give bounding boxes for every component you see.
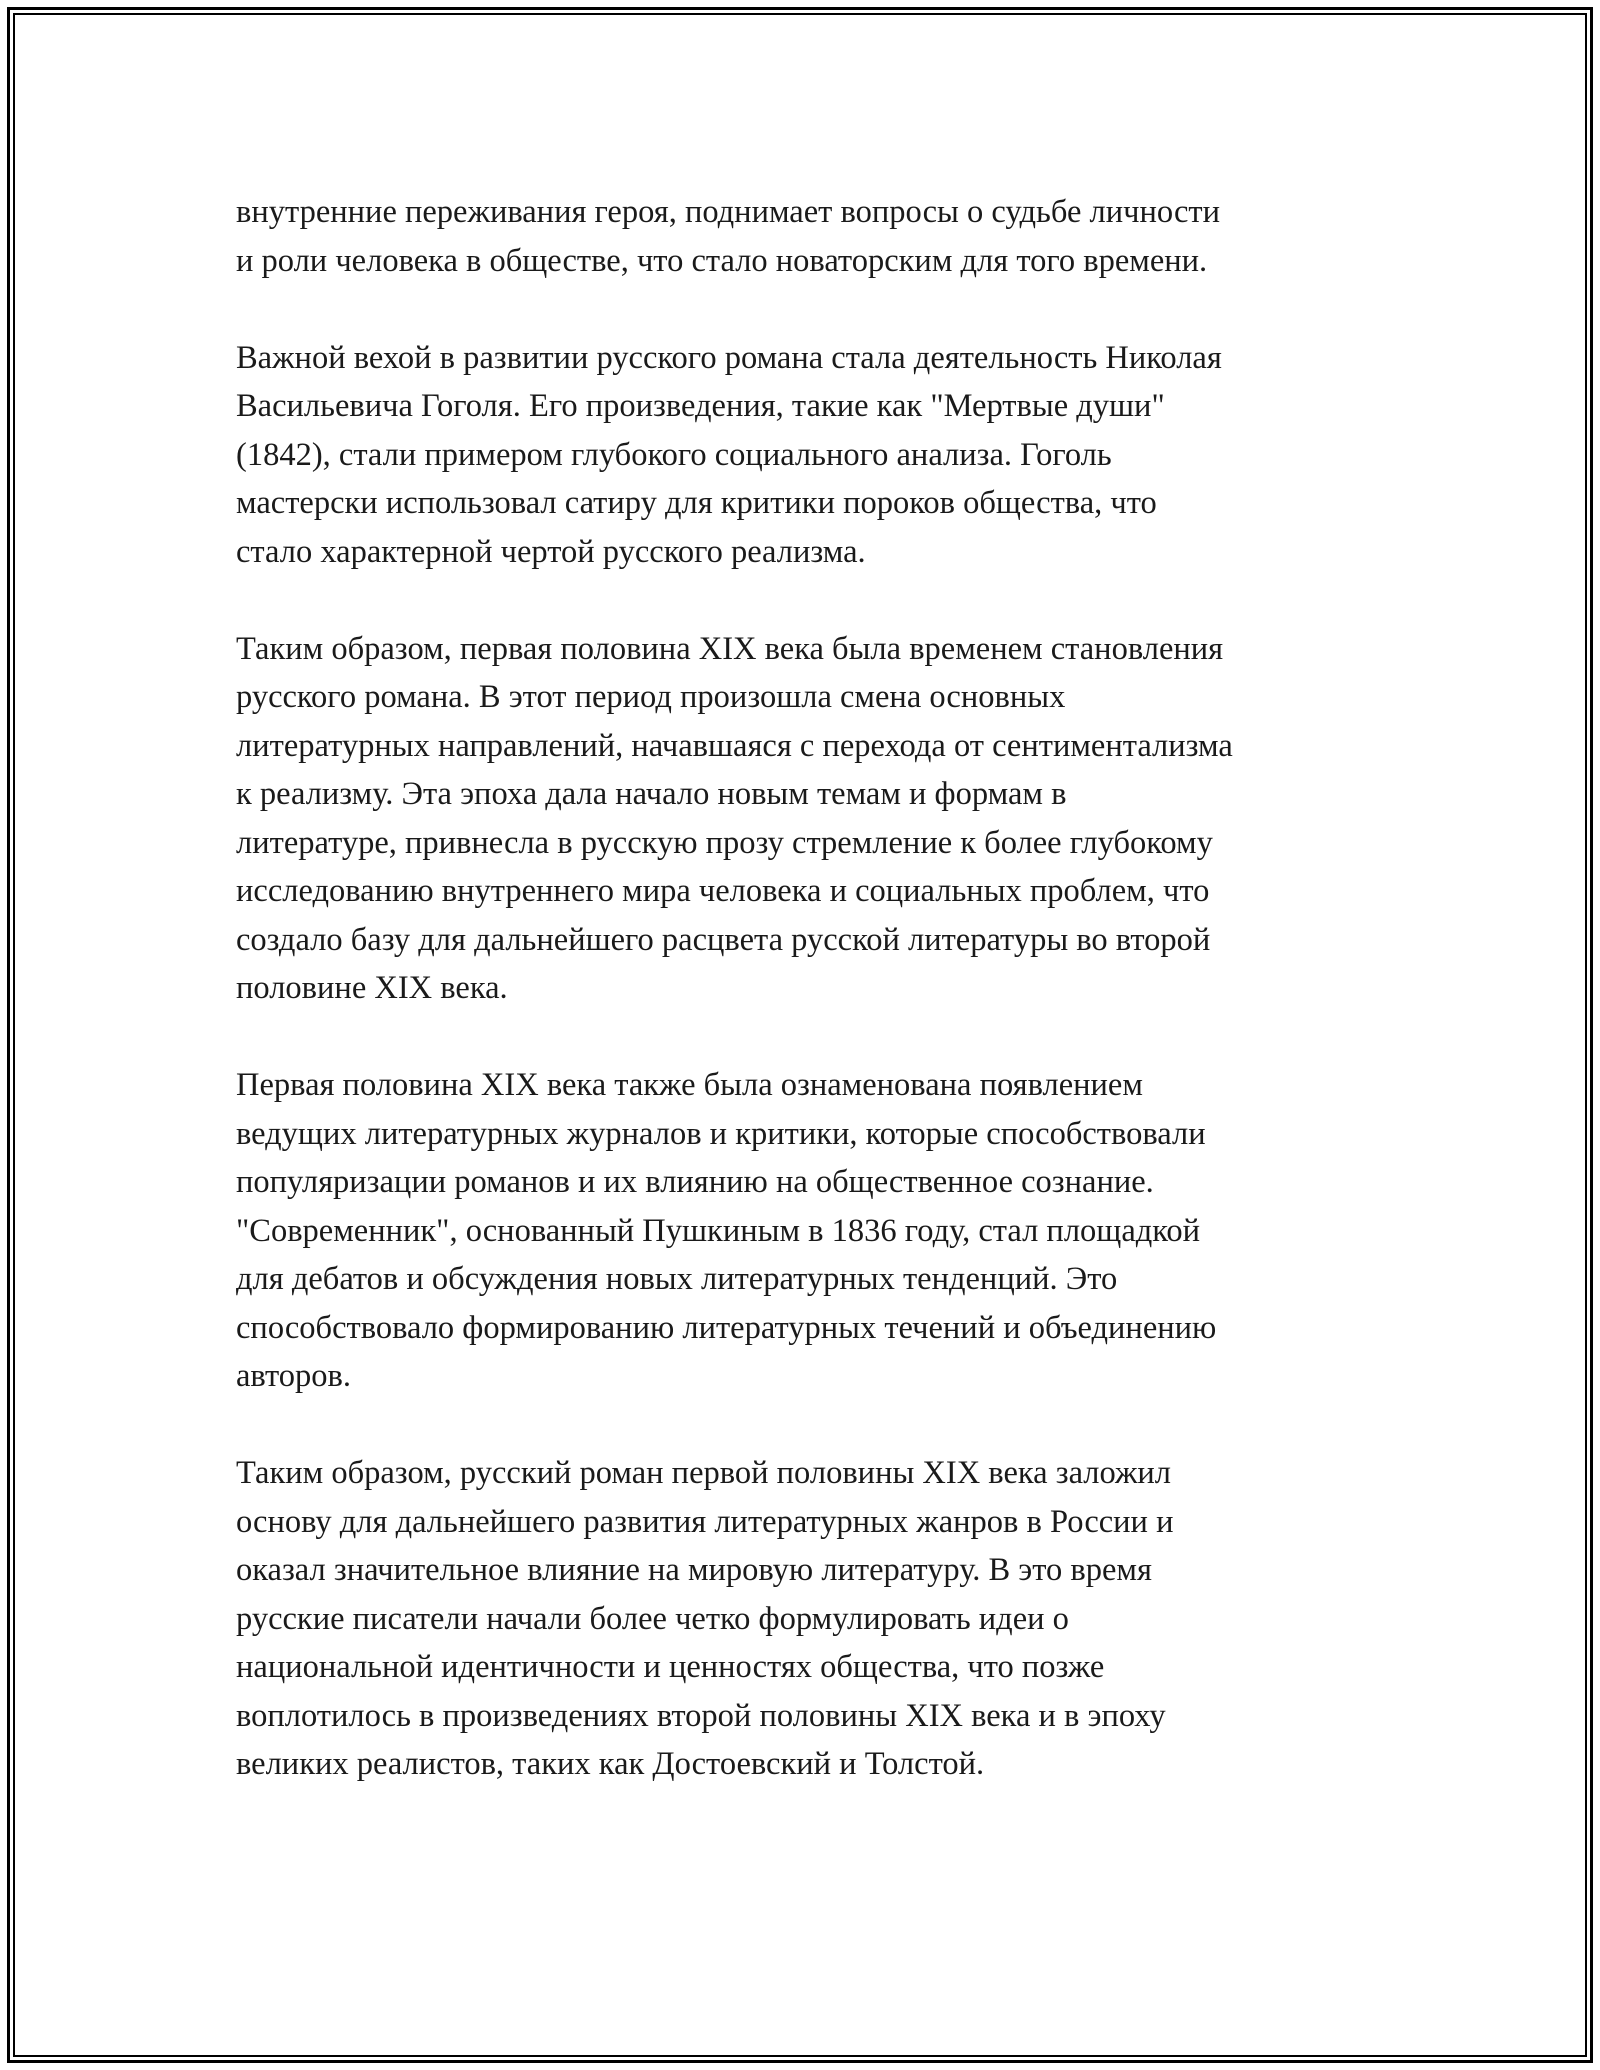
text-line: Важной вехой в развитии русского романа стала деятельность Николая	[236, 339, 1222, 376]
text-line: национальной идентичности и ценностях общества, что позже	[236, 1649, 1105, 1685]
text-line: к реализму. Эта эпоха дала начало новым темам и формам в	[236, 776, 1067, 812]
text-line: популяризации романов и их влиянию на общественное сознание.	[236, 1164, 1154, 1200]
text-line: (1842), стали примером глубокого социального анализа. Гоголь	[236, 436, 1112, 473]
text-line: половине XIX века.	[236, 970, 508, 1006]
document-body	[236, 188, 1376, 1789]
text-line: литературных направлений, начавшаяся с перехода от сентиментализма	[236, 727, 1233, 764]
text-line: стало характерной чертой русского реализма.	[236, 533, 866, 570]
text-line: и роли человека в обществе, что стало новаторским для того времени.	[236, 242, 1208, 279]
text-line: создало базу для дальнейшего расцвета русской литературы во второй	[236, 921, 1211, 958]
text-line: внутренние переживания героя, поднимает вопросы о судьбе личности	[236, 194, 1220, 230]
text-line: литературе, привнесла в русскую прозу стремление к более глубокому	[236, 824, 1213, 861]
text-line: великих реалистов, таких как Достоевский и Толстой.	[236, 1746, 985, 1782]
text-line: мастерски использовал сатиру для критики пороков общества, что	[236, 485, 1157, 521]
text-line: для дебатов и обсуждения новых литературных тенденций. Это	[236, 1261, 1118, 1297]
text-line: воплотилось в произведениях второй половины XIX века и в эпоху	[236, 1697, 1166, 1734]
text-line: авторов.	[236, 1358, 351, 1394]
text-line: Васильевича Гоголя. Его произведения, такие как "Мертвые души"	[236, 388, 1165, 424]
text-line: способствовало формированию литературных течений и объединению	[236, 1309, 1217, 1346]
text-line: оказал значительное влияние на мировую литературу. В это время	[236, 1552, 1152, 1588]
text-line: основу для дальнейшего развития литературных жанров в России и	[236, 1503, 1174, 1540]
paragraph	[236, 1061, 1376, 1401]
text-line: Таким образом, первая половина XIX века была временем становления	[236, 630, 1224, 667]
paragraph	[236, 334, 1376, 577]
text-line: Таким образом, русский роман первой половины XIX века заложил	[236, 1455, 1172, 1491]
text-line: ведущих литературных журналов и критики, которые способствовали	[236, 1115, 1206, 1152]
text-line: "Современник", основанный Пушкиным в 1836 году, стал площадкой	[236, 1212, 1201, 1249]
paragraph	[236, 188, 1376, 285]
paragraph	[236, 1449, 1376, 1789]
text-line: русские писатели начали более четко формулировать идеи о	[236, 1600, 1069, 1637]
text-line: исследованию внутреннего мира человека и социальных проблем, что	[236, 873, 1210, 909]
text-line: Первая половина XIX века также была ознаменована появлением	[236, 1067, 1143, 1103]
paragraph	[236, 625, 1376, 1013]
text-line: русского романа. В этот период произошла смена основных	[236, 679, 1066, 715]
